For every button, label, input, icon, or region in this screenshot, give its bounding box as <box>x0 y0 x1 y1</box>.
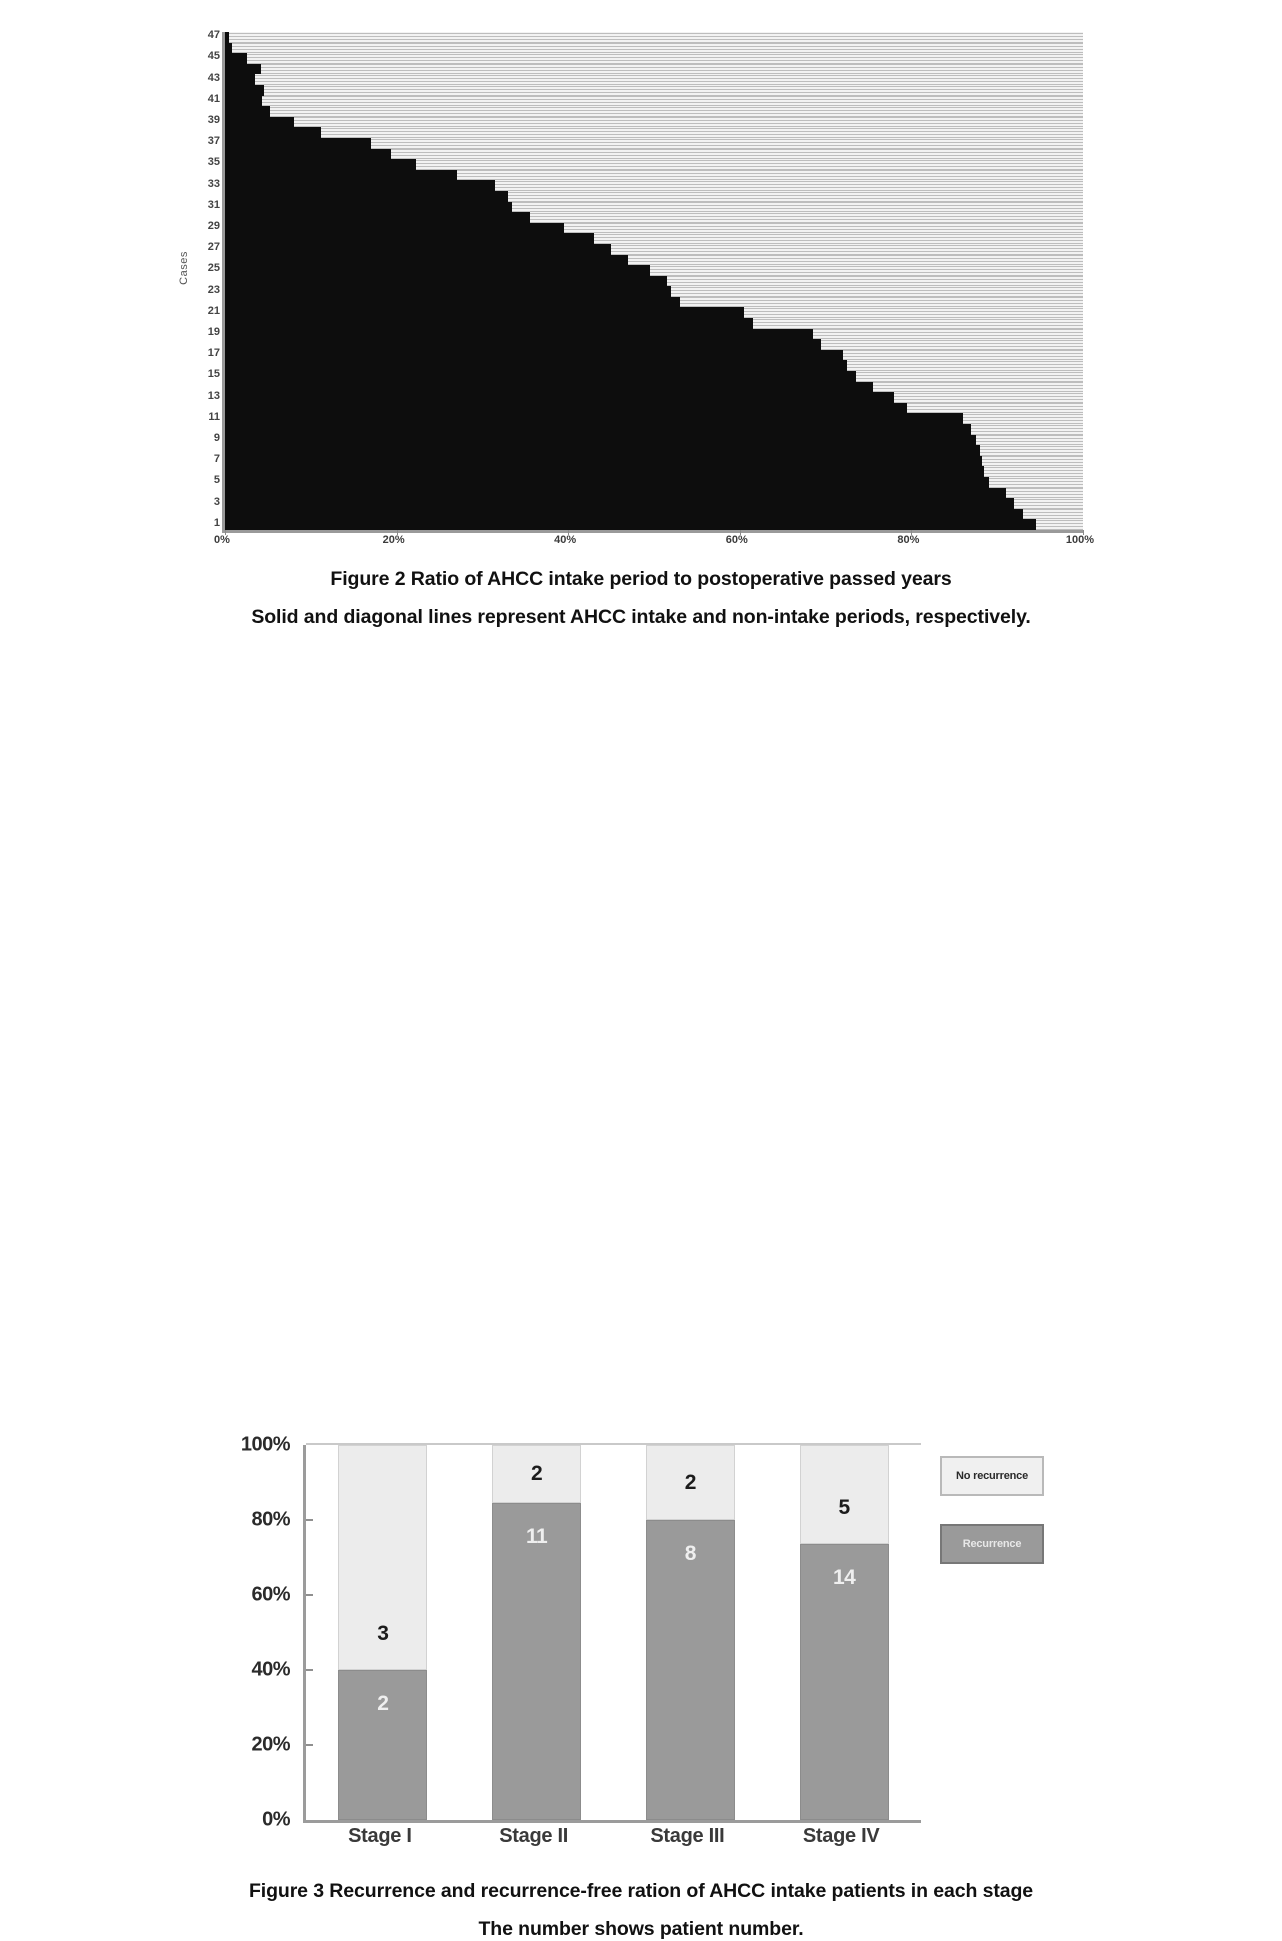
figure2-intake-segment <box>225 96 262 107</box>
figure2-non-intake-segment <box>225 117 1083 128</box>
figure2-case-row <box>225 435 1083 446</box>
figure2-case-row <box>225 519 1083 530</box>
figure2-intake-segment <box>225 255 628 266</box>
figure2-y-axis-tick-labels <box>186 30 220 530</box>
figure3-no-recurrence-segment[interactable] <box>338 1445 427 1670</box>
figure2-case-row <box>225 85 1083 96</box>
figure2-y-tick-29: 29 <box>207 220 220 233</box>
figure2-intake-segment <box>225 413 963 424</box>
figure2-y-tick-11: 11 <box>208 410 220 423</box>
figure2-case-row <box>225 53 1083 64</box>
figure-2-container <box>0 0 1282 650</box>
figure2-non-intake-segment <box>225 127 1083 138</box>
figure2-y-tick-47: 47 <box>207 29 220 42</box>
figure2-case-row <box>225 32 1083 43</box>
figure3-no-recurrence-segment[interactable] <box>492 1445 581 1503</box>
figure3-y-tick-mark <box>306 1519 313 1521</box>
figure3-recurrence-count-label: 14 <box>832 1565 856 1589</box>
figure2-intake-segment <box>225 191 508 202</box>
figure2-intake-segment <box>225 477 989 488</box>
figure2-case-row <box>225 392 1083 403</box>
figure2-non-intake-segment <box>225 53 1083 64</box>
figure2-y-tick-35: 35 <box>207 156 220 169</box>
figure3-stacked-bar[interactable] <box>492 1445 581 1820</box>
figure2-intake-segment <box>225 159 416 170</box>
figure2-intake-segment <box>225 498 1014 509</box>
figure2-case-row <box>225 170 1083 181</box>
figure2-non-intake-segment <box>225 106 1083 117</box>
figure3-y-tick-label: 20% <box>251 1733 290 1756</box>
figure3-recurrence-segment[interactable] <box>338 1670 427 1820</box>
figure2-case-row <box>225 127 1083 138</box>
figure3-no-recurrence-segment[interactable] <box>800 1445 889 1544</box>
figure3-recurrence-segment[interactable] <box>646 1520 735 1820</box>
figure3-y-axis-tick-labels <box>218 1433 290 1831</box>
figure3-legend-label: No recurrence <box>956 1470 1028 1482</box>
figure3-y-tick-label: 100% <box>240 1433 290 1456</box>
figure2-case-row <box>225 276 1083 287</box>
figure2-x-axis-tick-labels <box>214 534 1095 552</box>
figure2-intake-segment <box>225 424 971 435</box>
figure2-case-row <box>225 498 1083 509</box>
figure3-caption-line-1: Figure 3 Recurrence and recurrence-free ration of AHCC intake patients in each stage <box>248 1880 1034 1902</box>
figure2-intake-segment <box>225 392 894 403</box>
figure2-intake-segment <box>225 360 847 371</box>
figure2-intake-segment <box>225 276 667 287</box>
figure2-intake-segment <box>225 350 843 361</box>
figure2-intake-segment <box>225 85 264 96</box>
figure2-case-row <box>225 255 1083 266</box>
figure2-case-row <box>225 159 1083 170</box>
figure2-intake-segment <box>225 456 982 467</box>
figure3-plot-area <box>303 1445 921 1823</box>
figure3-y-tick-label: 80% <box>251 1508 290 1531</box>
figure2-intake-segment <box>225 382 873 393</box>
figure3-legend <box>940 1456 1050 1592</box>
figure3-caption-line-2: The number shows patient number. <box>478 1918 804 1940</box>
figure2-intake-segment <box>225 43 232 54</box>
figure2-non-intake-segment <box>225 85 1083 96</box>
figure3-x-axis-category-labels <box>303 1825 918 1855</box>
figure2-caption-line-2: Solid and diagonal lines represent AHCC intake and non-intake periods, respectively. <box>251 606 1031 628</box>
figure3-y-tick-mark <box>306 1594 313 1596</box>
figure3-recurrence-count-label: 2 <box>377 1692 389 1715</box>
figure2-intake-segment <box>225 106 270 117</box>
figure2-y-tick-41: 41 <box>207 92 220 105</box>
figure2-intake-segment <box>225 329 813 340</box>
figure2-plot-area <box>222 32 1083 533</box>
figure2-intake-segment <box>225 265 650 276</box>
figure2-intake-segment <box>225 117 294 128</box>
figure2-intake-segment <box>225 223 564 234</box>
figure3-recurrence-segment[interactable] <box>492 1503 581 1820</box>
figure2-intake-segment <box>225 233 594 244</box>
figure2-case-row <box>225 350 1083 361</box>
figure3-category-label-4: Stage IV <box>802 1825 880 1847</box>
figure2-y-tick-23: 23 <box>207 283 220 296</box>
figure2-intake-segment <box>225 138 371 149</box>
figure2-case-row <box>225 477 1083 488</box>
figure2-case-row <box>225 180 1083 191</box>
figure2-intake-segment <box>225 371 856 382</box>
figure2-intake-segment <box>225 307 744 318</box>
figure3-stacked-bar[interactable] <box>800 1445 889 1820</box>
figure2-case-row <box>225 509 1083 520</box>
figure2-intake-segment <box>225 403 907 414</box>
figure2-case-row <box>225 117 1083 128</box>
figure2-caption-line-1: Figure 2 Ratio of AHCC intake period to postoperative passed years <box>330 568 952 590</box>
figure3-recurrence-count-label: 11 <box>526 1524 548 1548</box>
figure2-y-tick-13: 13 <box>207 389 220 402</box>
figure2-case-row <box>225 74 1083 85</box>
figure2-case-row <box>225 43 1083 54</box>
figure2-intake-segment <box>225 74 255 85</box>
figure2-intake-segment <box>225 202 512 213</box>
figure2-case-row <box>225 286 1083 297</box>
figure2-intake-segment <box>225 32 229 43</box>
figure2-case-row <box>225 466 1083 477</box>
figure2-intake-segment <box>225 318 753 329</box>
figure2-case-row <box>225 96 1083 107</box>
figure2-intake-segment <box>225 445 980 456</box>
figure2-y-tick-25: 25 <box>207 262 220 275</box>
figure3-y-tick-label: 0% <box>262 1808 290 1831</box>
figure2-case-row <box>225 106 1083 117</box>
figure2-intake-segment <box>225 466 984 477</box>
figure2-intake-segment <box>225 212 530 223</box>
figure2-case-row <box>225 233 1083 244</box>
figure2-y-tick-43: 43 <box>207 71 220 84</box>
figure2-y-tick-31: 31 <box>207 198 220 211</box>
figure2-intake-segment <box>225 519 1036 530</box>
figure2-case-row <box>225 244 1083 255</box>
figure2-y-tick-33: 33 <box>207 177 220 190</box>
figure3-recurrence-segment[interactable] <box>800 1544 889 1820</box>
figure3-category-label-3: Stage III <box>650 1825 725 1847</box>
figure3-legend-item-no-recurrence[interactable] <box>940 1456 1044 1496</box>
figure2-y-tick-5: 5 <box>213 474 220 487</box>
figure2-y-tick-9: 9 <box>213 431 220 444</box>
figure3-no-recurrence-count-label: 5 <box>838 1495 850 1519</box>
figure2-y-axis-title: Cases <box>178 251 190 285</box>
figure2-y-tick-27: 27 <box>207 241 220 254</box>
figure2-intake-segment <box>225 435 976 446</box>
figure2-non-intake-segment <box>225 74 1083 85</box>
figure2-y-tick-45: 45 <box>207 50 220 63</box>
figure2-intake-segment <box>225 509 1023 520</box>
figure2-case-row <box>225 403 1083 414</box>
figure2-case-row <box>225 149 1083 160</box>
figure2-case-row <box>225 382 1083 393</box>
figure2-y-tick-15: 15 <box>207 368 220 381</box>
figure2-case-row <box>225 223 1083 234</box>
figure2-case-row <box>225 138 1083 149</box>
figure2-intake-segment <box>225 488 1006 499</box>
figure2-x-tick-label: 80% <box>897 534 920 546</box>
figure2-case-row <box>225 318 1083 329</box>
figure2-intake-segment <box>225 149 391 160</box>
figure-3-container <box>0 690 1282 1940</box>
figure2-case-row <box>225 360 1083 371</box>
figure2-intake-segment <box>225 53 247 64</box>
figure2-y-tick-21: 21 <box>207 304 220 317</box>
figure2-case-row <box>225 339 1083 350</box>
figure2-intake-segment <box>225 127 321 138</box>
figure2-y-tick-39: 39 <box>207 114 220 127</box>
figure3-legend-label: Recurrence <box>962 1538 1022 1550</box>
figure2-case-row <box>225 202 1083 213</box>
figure2-non-intake-segment <box>225 32 1083 43</box>
figure2-non-intake-segment <box>225 96 1083 107</box>
figure2-y-tick-19: 19 <box>207 325 220 338</box>
figure2-y-tick-1: 1 <box>213 516 220 529</box>
figure2-x-tick-label: 40% <box>554 534 577 546</box>
figure3-y-tick-label: 40% <box>251 1658 290 1681</box>
figure2-x-tick-label: 0% <box>214 534 230 546</box>
figure3-stacked-bar[interactable] <box>646 1445 735 1820</box>
figure2-case-row <box>225 307 1083 318</box>
figure2-intake-segment <box>225 339 821 350</box>
figure2-intake-segment <box>225 297 680 308</box>
figure2-case-row <box>225 413 1083 424</box>
figure3-y-tick-label: 60% <box>251 1583 290 1606</box>
figure3-y-tick-mark <box>306 1669 313 1671</box>
figure3-category-label-2: Stage II <box>499 1825 568 1847</box>
figure2-case-row <box>225 445 1083 456</box>
figure3-recurrence-count-label: 8 <box>684 1542 696 1565</box>
figure2-case-row <box>225 329 1083 340</box>
figure2-intake-segment <box>225 286 671 297</box>
figure3-legend-item-recurrence[interactable] <box>940 1524 1044 1564</box>
figure2-intake-segment <box>225 180 495 191</box>
figure2-y-tick-37: 37 <box>207 135 220 148</box>
figure2-case-row <box>225 297 1083 308</box>
figure2-case-row <box>225 424 1083 435</box>
figure3-stacked-bar[interactable] <box>338 1445 427 1820</box>
figure2-intake-segment <box>225 64 261 75</box>
figure2-y-tick-17: 17 <box>207 347 220 360</box>
figure3-no-recurrence-segment[interactable] <box>646 1445 735 1520</box>
figure2-case-row <box>225 191 1083 202</box>
figure2-case-row <box>225 265 1083 276</box>
figure2-case-row <box>225 212 1083 223</box>
figure2-case-row <box>225 371 1083 382</box>
figure2-intake-segment <box>225 244 611 255</box>
figure2-y-tick-7: 7 <box>213 453 220 466</box>
figure2-x-tick-label: 100% <box>1065 534 1095 546</box>
figure3-no-recurrence-count-label: 2 <box>684 1470 696 1494</box>
figure2-y-tick-3: 3 <box>213 495 220 508</box>
figure3-no-recurrence-count-label: 2 <box>531 1461 543 1485</box>
figure3-y-tick-mark <box>306 1744 313 1746</box>
figure2-non-intake-segment <box>225 43 1083 54</box>
figure2-intake-segment <box>225 170 457 181</box>
figure3-no-recurrence-count-label: 3 <box>377 1622 389 1645</box>
figure2-case-row <box>225 456 1083 467</box>
figure2-x-tick-label: 20% <box>382 534 405 546</box>
figure3-category-label-1: Stage I <box>348 1825 412 1847</box>
figure2-case-row <box>225 64 1083 75</box>
figure2-case-row <box>225 488 1083 499</box>
figure2-non-intake-segment <box>225 64 1083 75</box>
figure2-x-tick-label: 60% <box>725 534 748 546</box>
